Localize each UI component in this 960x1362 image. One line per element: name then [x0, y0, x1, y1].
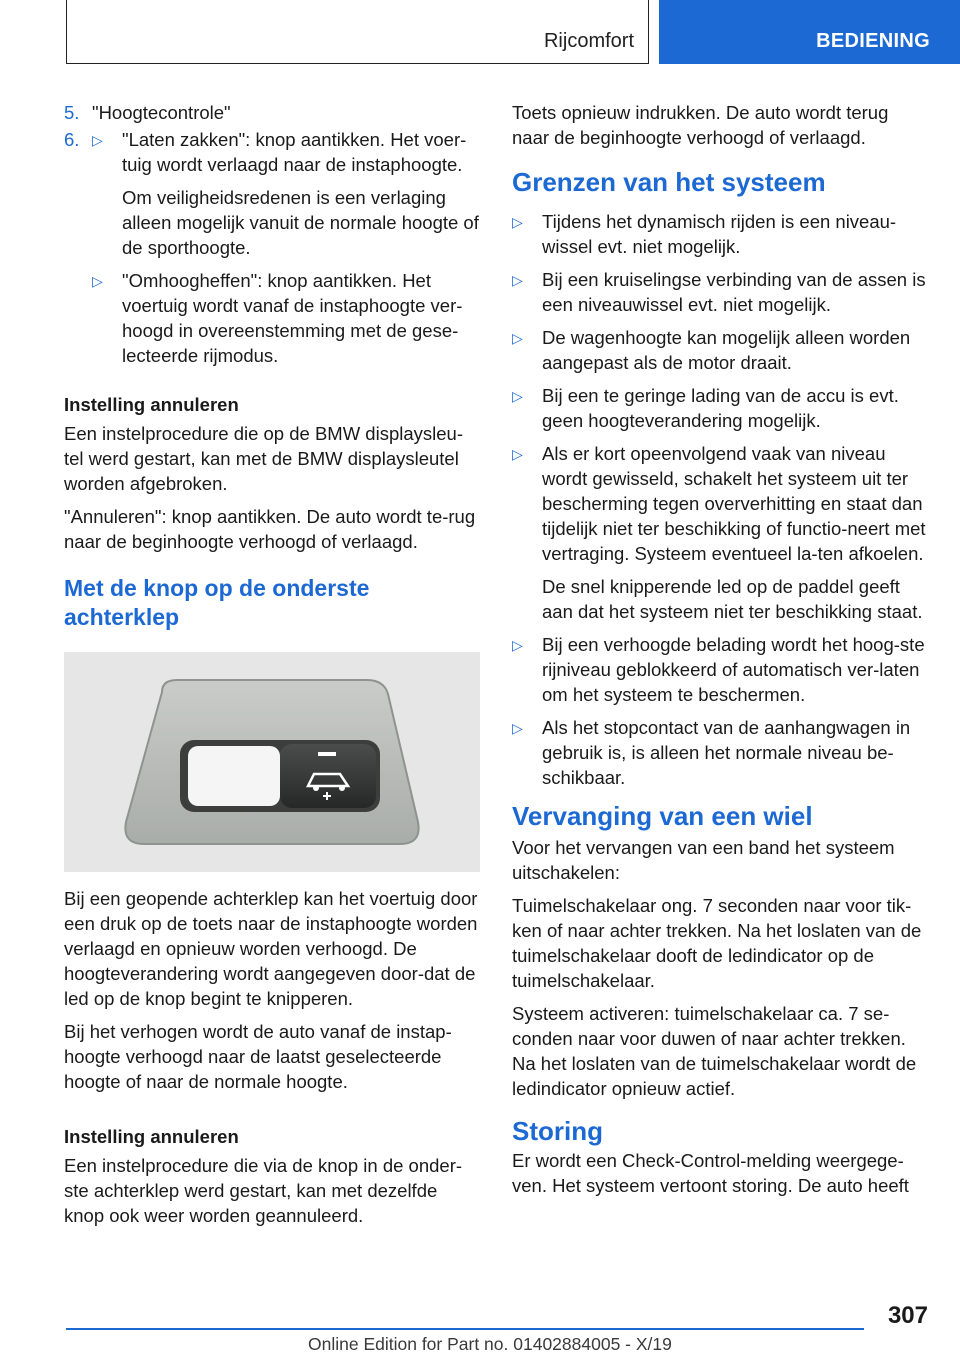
section-heading-fault: Storing — [512, 1116, 603, 1146]
tailgate-button-photo — [64, 652, 480, 872]
paragraph: Tuimelschakelaar ong. 7 seconden naar voor tik-ken of naar achter trekken. Na het loslaten van de tuimelschakelaar dooft de ledindicator op de tuimelschakelaar. — [512, 895, 922, 991]
paragraph: Systeem activeren: tuimelschakelaar ca. 7 se-conden naar voor duwen of naar achter trekken. Na het loslaten van de tuimelschakelaar wordt de ledindicator opnieuw actief. — [512, 1003, 917, 1099]
left-column — [64, 100, 482, 1236]
footer-edition-text: Online Edition for Part no. 01402884005 - X/19 — [308, 1334, 672, 1354]
list-item — [512, 267, 930, 317]
item-text: "Laten zakken": knop aantikken. Het voer-tuig wordt verlaagd naar de instaphoogte. — [122, 129, 467, 175]
chapter-label: BEDIENING — [816, 30, 930, 52]
list-item — [512, 632, 930, 707]
tailgate-button-illustration — [122, 672, 422, 852]
triangle-bullet-icon: ▷ — [512, 214, 523, 230]
triangle-bullet-icon: ▷ — [512, 637, 523, 653]
list-item — [512, 715, 930, 790]
list-item — [512, 325, 930, 375]
section-heading-button: Met de knop op de onderste achterklep — [64, 575, 370, 630]
section-label: Rijcomfort — [543, 30, 634, 52]
item-text: "Hoogtecontrole" — [92, 102, 231, 123]
paragraph: Bij een geopende achterklep kan het voertuig door een druk op de toets naar de instaphoogte worden verlaagd en opnieuw worden verhoogd. De hoogteverandering wordt aangegeven door-dat de led op de knop begint te knipperen. — [64, 888, 478, 1009]
page-number: 307 — [887, 1302, 928, 1329]
footer-divider — [66, 1328, 864, 1330]
right-column — [512, 100, 930, 1206]
list-item-text: Bij een kruiselingse verbinding van de assen is een niveauwissel evt. niet mogelijk. — [542, 269, 926, 315]
triangle-bullet-icon: ▷ — [512, 446, 523, 462]
list-item-6 — [64, 127, 482, 177]
triangle-bullet-icon: ▷ — [512, 720, 523, 736]
paragraph: "Annuleren": knop aantikken. De auto wordt te-rug naar de beginhoogte verhoogd of verlaagd. — [64, 506, 476, 552]
paragraph: Voor het vervangen van een band het systeem uitschakelen: — [512, 837, 895, 883]
section-heading-limits: Grenzen van het systeem — [512, 167, 826, 197]
triangle-bullet-icon: ▷ — [512, 388, 523, 404]
item-note: Om veiligheidsredenen is een verlaging alleen mogelijk vanuit de normale hoogte of de sporthoogte. — [122, 187, 479, 258]
list-item — [512, 209, 930, 259]
paragraph: Er wordt een Check-Control-melding weergege-ven. Het systeem vertoont storing. De auto heeft — [512, 1150, 909, 1196]
header-chapter-tab[interactable] — [659, 0, 960, 64]
list-item-text: Bij een verhoogde belading wordt het hoog-ste rijniveau geblokkeerd of automatisch ver-laten om het systeem te beschermen. — [542, 634, 925, 705]
header-section-box — [66, 0, 649, 64]
list-item-5 — [64, 100, 482, 125]
paragraph: Toets opnieuw indrukken. De auto wordt terug naar de beginhoogte verhoogd of verlaagd. — [512, 102, 889, 148]
paragraph: Een instelprocedure die op de BMW displaysleu-tel werd gestart, kan met de BMW displaysleutel worden afgebroken. — [64, 423, 463, 494]
triangle-bullet-icon: ▷ — [512, 272, 523, 288]
paragraph: Bij het verhogen wordt de auto vanaf de instap-hoogte verhoogd naar de laatst geselecteerde hoogte of naar de normale hoogte. — [64, 1021, 452, 1092]
sub-list-item — [92, 268, 482, 368]
list-item — [512, 441, 930, 624]
item-number: 6. — [64, 129, 80, 150]
paragraph: Een instelprocedure die via de knop in de onder-ste achterklep werd gestart, kan met dezelfde knop ook weer worden geannuleerd. — [64, 1155, 463, 1226]
section-heading-wheel: Vervanging van een wiel — [512, 801, 813, 831]
list-item-text: Bij een te geringe lading van de accu is evt. geen hoogteverandering mogelijk. — [542, 385, 899, 431]
sub-item-text: "Omhoogheffen": knop aantikken. Het voertuig wordt vanaf de instaphoogte ver-hoogd in overeenstemming met de gese-lecteerde rijmodus. — [122, 270, 463, 366]
list-item-text: Als er kort opeenvolgend vaak van niveau wordt gewisseld, schakelt het systeem uit ter bescherming tegen oververhitting en staat dan tijdelijk niet ter beschikking of functio-neert met vertraging. Systeem eventueel la-ten afkoelen. — [542, 443, 926, 564]
list-item — [512, 383, 930, 433]
list-item-text: Tijdens het dynamisch rijden is een niveau-wissel evt. niet mogelijk. — [542, 211, 897, 257]
subheading-cancel-1: Instelling annuleren — [64, 394, 239, 415]
subheading-cancel-2: Instelling annuleren — [64, 1126, 239, 1147]
triangle-bullet-icon: ▷ — [512, 330, 523, 346]
triangle-bullet-icon: ▷ — [92, 273, 103, 289]
list-item-text: Als het stopcontact van de aanhangwagen in gebruik is, is alleen het normale niveau be-schikbaar. — [542, 717, 911, 788]
list-item-note: De snel knipperende led op de paddel geeft aan dat het systeem niet ter beschikking staat. — [542, 576, 923, 622]
list-item-text: De wagenhoogte kan mogelijk alleen worden aangepast als de motor draait. — [542, 327, 911, 373]
triangle-bullet-icon: ▷ — [92, 132, 103, 148]
item-number: 5. — [64, 102, 80, 123]
